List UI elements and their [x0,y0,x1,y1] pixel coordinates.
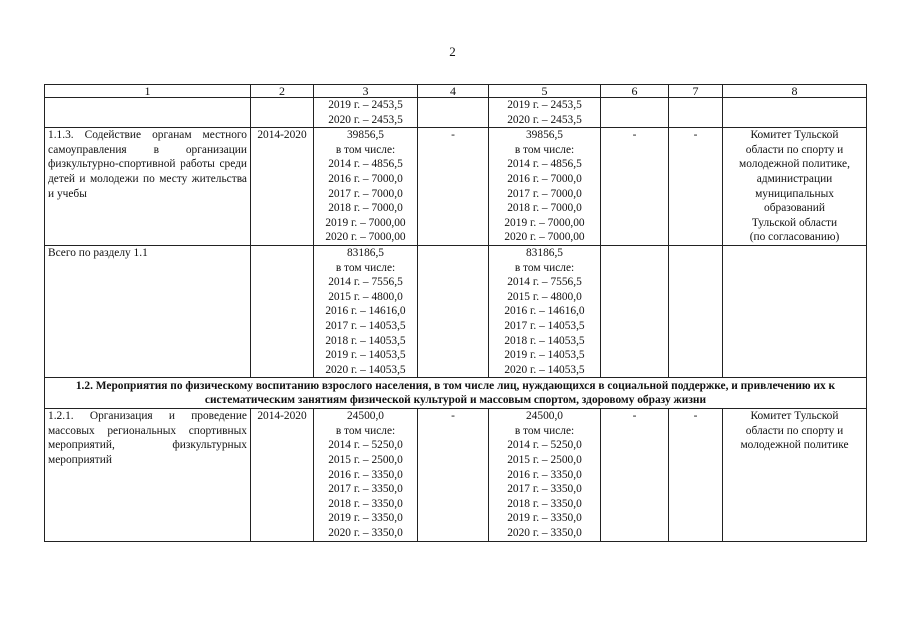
cell-line: 2016 г. – 7000,0 [328,172,403,185]
cell-line: 2019 г. – 2453,5 [328,99,403,111]
cell-line: 2014 г. – 7556,5 [507,276,582,289]
total-label: Всего по разделу 1.1 [45,245,251,377]
cell-line: 2014 г. – 5250,0 [507,439,582,452]
cell-line: 83186,5 [346,246,385,259]
cell-line: 83186,5 [525,246,564,259]
cell-line: 2019 г. – 2453,5 [507,99,582,111]
cell-line: 2020 г. – 14053,5 [325,363,406,376]
header-cell: 5 [489,85,601,98]
funding-total-cell [314,128,418,246]
local-cell: - [601,128,669,246]
cell-line: 2018 г. – 7000,0 [328,202,403,215]
cell-line: 2018 г. – 3350,0 [328,497,403,510]
other-cell: - [669,409,723,541]
funding-regional-cell [489,128,601,246]
cell-line: 2018 г. – 14053,5 [325,334,406,347]
cell-line: 2017 г. – 7000,0 [507,187,582,200]
cell-line: 2015 г. – 2500,0 [507,454,582,467]
cell-line: 2016 г. – 14616,0 [504,305,585,318]
cell-line: 39856,5 [525,129,564,142]
funding-total-cell [314,245,418,377]
continuation-row [45,98,867,128]
table-row [45,128,867,246]
cell-line: 2019 г. – 7000,00 [504,216,585,229]
cell-line: 2018 г. – 7000,0 [507,202,582,215]
executor-cell [723,128,867,246]
cell-line: 2019 г. – 14053,5 [325,349,406,362]
cell-line: 2017 г. – 14053,5 [504,319,585,332]
cell-line: администрации [756,172,833,185]
cell-line: 2015 г. – 4800,0 [328,290,403,303]
cell-line: в том числе: [514,143,575,156]
cell-line: 2020 г. – 3350,0 [328,527,403,540]
cell-line: Тульской области [751,216,838,229]
cell-line: 2016 г. – 14616,0 [325,305,406,318]
cell-line: Комитет Тульской [750,410,839,423]
federal-cell: - [418,128,489,246]
cell-line: 2016 г. – 3350,0 [328,468,403,481]
cell-line: 2015 г. – 2500,0 [328,454,403,467]
cell-line: 2016 г. – 7000,0 [507,172,582,185]
header-cell: 6 [601,85,669,98]
funding-total-cell [314,409,418,541]
cell-line: 2018 г. – 3350,0 [507,497,582,510]
cell-line: 2019 г. – 14053,5 [504,349,585,362]
table-row [45,409,867,541]
section-heading-row [45,378,867,409]
cell-line: в том числе: [514,424,575,437]
cell-line: 2017 г. – 14053,5 [325,319,406,332]
section-heading: 1.2. Мероприятия по физическому воспитанию взрослого населения, в том числе лиц, нуждающихся в социальной поддержке, и привлечению их к систематическим занятиям физической культурой и массовым спортом, здоровому образу жизни [45,378,867,409]
cell-line: в том числе: [335,261,396,274]
cell-line: 24500,0 [525,410,564,423]
local-cell: - [601,409,669,541]
cell-line: образований [764,202,825,215]
header-cell: 1 [45,85,251,98]
cell-line: 2017 г. – 7000,0 [328,187,403,200]
cell-line: области по спорту и [745,424,844,437]
program-table [44,84,867,542]
funding-total-cell [314,98,418,128]
cell-line: 2019 г. – 3350,0 [328,512,403,525]
cell-line: 2017 г. – 3350,0 [328,483,403,496]
cell-line: 2020 г. – 14053,5 [504,363,585,376]
cell-line: 2017 г. – 3350,0 [507,483,582,496]
cell-line: молодежной политике [740,439,849,452]
header-cell: 3 [314,85,418,98]
cell-line: муниципальных [755,187,834,200]
funding-regional-cell [489,245,601,377]
funding-regional-cell [489,98,601,128]
other-cell: - [669,128,723,246]
period-cell: 2014-2020 [251,409,314,541]
cell-line: области по спорту и [745,143,844,156]
cell-line: молодежной политике, [739,158,850,171]
period-cell: 2014-2020 [251,128,314,246]
cell-line: 24500,0 [346,410,385,423]
cell-line: в том числе: [335,424,396,437]
header-cell: 7 [669,85,723,98]
cell-line: 2020 г. – 2453,5 [507,113,582,126]
header-cell: 4 [418,85,489,98]
cell-line: 2019 г. – 7000,00 [325,216,406,229]
measure-name: 1.2.1. Организация и проведение массовых региональных спортивных мероприятий, физкультурных мероприятий [45,409,251,541]
table-row [45,245,867,377]
cell-line: 2020 г. – 2453,5 [328,113,403,126]
funding-regional-cell [489,409,601,541]
cell-line: 2020 г. – 3350,0 [507,527,582,540]
cell-line: 2015 г. – 4800,0 [507,290,582,303]
cell-line: в том числе: [335,143,396,156]
measure-name: 1.1.3. Содействие органам местного самоуправления в организации физкультурно-спортивной работы среди детей и молодежи по месту жительства и учебы [45,128,251,246]
cell-line: 2020 г. – 7000,00 [325,231,406,244]
cell-line: 2020 г. – 7000,00 [504,231,585,244]
cell-line: Комитет Тульской [750,129,839,142]
header-cell: 2 [251,85,314,98]
cell-line: 39856,5 [346,129,385,142]
header-cell: 8 [723,85,867,98]
cell-line: 2016 г. – 3350,0 [507,468,582,481]
cell-line: 2014 г. – 4856,5 [507,158,582,171]
cell-line: в том числе: [514,261,575,274]
header-row [45,85,867,98]
executor-cell [723,409,867,541]
cell-line: 2018 г. – 14053,5 [504,334,585,347]
page-number: 2 [449,44,456,59]
federal-cell: - [418,409,489,541]
cell-line: 2014 г. – 7556,5 [328,276,403,289]
cell-line: 2014 г. – 4856,5 [328,158,403,171]
cell-line: 2014 г. – 5250,0 [328,439,403,452]
cell-line: (по согласованию) [749,231,840,244]
cell-line: 2019 г. – 3350,0 [507,512,582,525]
